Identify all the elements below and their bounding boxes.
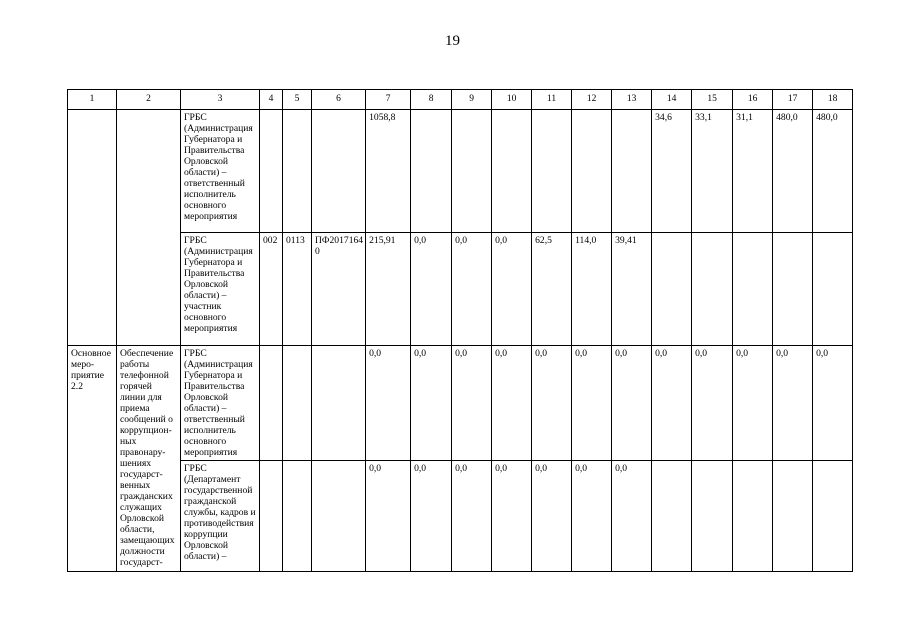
- table-cell: 0,0: [612, 346, 652, 461]
- table-cell: 0,0: [492, 461, 532, 572]
- table-cell: [813, 461, 853, 572]
- table-cell: [312, 461, 366, 572]
- table-cell: 0,0: [411, 233, 452, 346]
- table-cell: 0,0: [411, 346, 452, 461]
- table-cell: 480,0: [773, 110, 813, 233]
- table-cell: 0,0: [452, 346, 492, 461]
- page-number: 19: [445, 33, 460, 49]
- table-cell: [283, 461, 312, 572]
- table-row: [68, 346, 853, 461]
- table-cell: Обеспечение работы телефонной горячей линии для приема сообщений о коррупцион- ных правонару- шениях государст- венных гражданских служащих Орловской области, замещающих должности государст-: [117, 346, 181, 572]
- column-header: 12: [572, 90, 612, 110]
- table-cell: [813, 233, 853, 346]
- table-cell: [692, 233, 733, 346]
- table-row: [68, 233, 853, 346]
- table-cell: [312, 110, 366, 233]
- table-cell: 0,0: [492, 346, 532, 461]
- table-cell: [612, 110, 652, 233]
- column-header: 17: [773, 90, 813, 110]
- table-cell: 0,0: [492, 233, 532, 346]
- column-header: 6: [312, 90, 366, 110]
- table-row: [68, 461, 853, 572]
- table-cell: [411, 110, 452, 233]
- table-cell: [532, 110, 572, 233]
- column-header: 1: [68, 90, 117, 110]
- table-cell: 31,1: [733, 110, 773, 233]
- table-cell: ПФ2017164 0: [312, 233, 366, 346]
- table-header-row: [68, 90, 853, 110]
- table-cell: ГРБС (Администрация Губернатора и Правительства Орловской области) – ответственный исполнитель основного мероприятия: [181, 110, 260, 233]
- column-header: 4: [260, 90, 283, 110]
- table-cell: 0,0: [652, 346, 692, 461]
- column-header: 11: [532, 90, 572, 110]
- table-cell: 0,0: [692, 346, 733, 461]
- budget-table: [67, 89, 853, 572]
- column-header: 15: [692, 90, 733, 110]
- table-cell: [312, 346, 366, 461]
- table-cell: [260, 461, 283, 572]
- table-cell: Основное меро- приятие 2.2: [68, 346, 117, 572]
- table-cell: 34,6: [652, 110, 692, 233]
- table-cell: 0,0: [532, 346, 572, 461]
- table-cell: 0,0: [572, 461, 612, 572]
- column-header: 16: [733, 90, 773, 110]
- column-header: 8: [411, 90, 452, 110]
- table-cell: [68, 110, 117, 346]
- table-cell: [652, 233, 692, 346]
- table-cell: [733, 461, 773, 572]
- table-cell: [572, 110, 612, 233]
- table-cell: [283, 110, 312, 233]
- table-cell: 0,0: [572, 346, 612, 461]
- table-cell: [492, 110, 532, 233]
- table-cell: ГРБС (Администрация Губернатора и Правительства Орловской области) – ответственный исполнитель основного мероприятия: [181, 346, 260, 461]
- column-header: 5: [283, 90, 312, 110]
- table-cell: 0,0: [773, 346, 813, 461]
- table-cell: ГРБС (Администрация Губернатора и Правительства Орловской области) – участник основного мероприятия: [181, 233, 260, 346]
- column-header: 13: [612, 90, 652, 110]
- column-header: 2: [117, 90, 181, 110]
- table-cell: [652, 461, 692, 572]
- table-cell: [773, 233, 813, 346]
- table-cell: 0,0: [411, 461, 452, 572]
- table-cell: [733, 233, 773, 346]
- table-cell: 0,0: [452, 461, 492, 572]
- table-cell: [452, 110, 492, 233]
- table-cell: [283, 346, 312, 461]
- table-cell: 0113: [283, 233, 312, 346]
- table-cell: ГРБС (Департамент государственной гражданской службы, кадров и противодействия коррупции Орловской области) –: [181, 461, 260, 572]
- table-row: [68, 110, 853, 233]
- table-cell: 0,0: [452, 233, 492, 346]
- table-cell: 0,0: [612, 461, 652, 572]
- table-cell: 0,0: [366, 461, 411, 572]
- table-cell: 0,0: [733, 346, 773, 461]
- column-header: 10: [492, 90, 532, 110]
- table-cell: 1058,8: [366, 110, 411, 233]
- table-cell: [117, 110, 181, 346]
- table-cell: 215,91: [366, 233, 411, 346]
- table-cell: [692, 461, 733, 572]
- table-cell: 0,0: [366, 346, 411, 461]
- table-cell: [773, 461, 813, 572]
- table-cell: 0,0: [813, 346, 853, 461]
- table-cell: 39,41: [612, 233, 652, 346]
- table-cell: 002: [260, 233, 283, 346]
- column-header: 18: [813, 90, 853, 110]
- table-cell: 480,0: [813, 110, 853, 233]
- table-cell: [260, 346, 283, 461]
- table-cell: 0,0: [532, 461, 572, 572]
- column-header: 9: [452, 90, 492, 110]
- column-header: 3: [181, 90, 260, 110]
- table-cell: 33,1: [692, 110, 733, 233]
- column-header: 14: [652, 90, 692, 110]
- table-cell: 114,0: [572, 233, 612, 346]
- column-header: 7: [366, 90, 411, 110]
- table-cell: 62,5: [532, 233, 572, 346]
- table-cell: [260, 110, 283, 233]
